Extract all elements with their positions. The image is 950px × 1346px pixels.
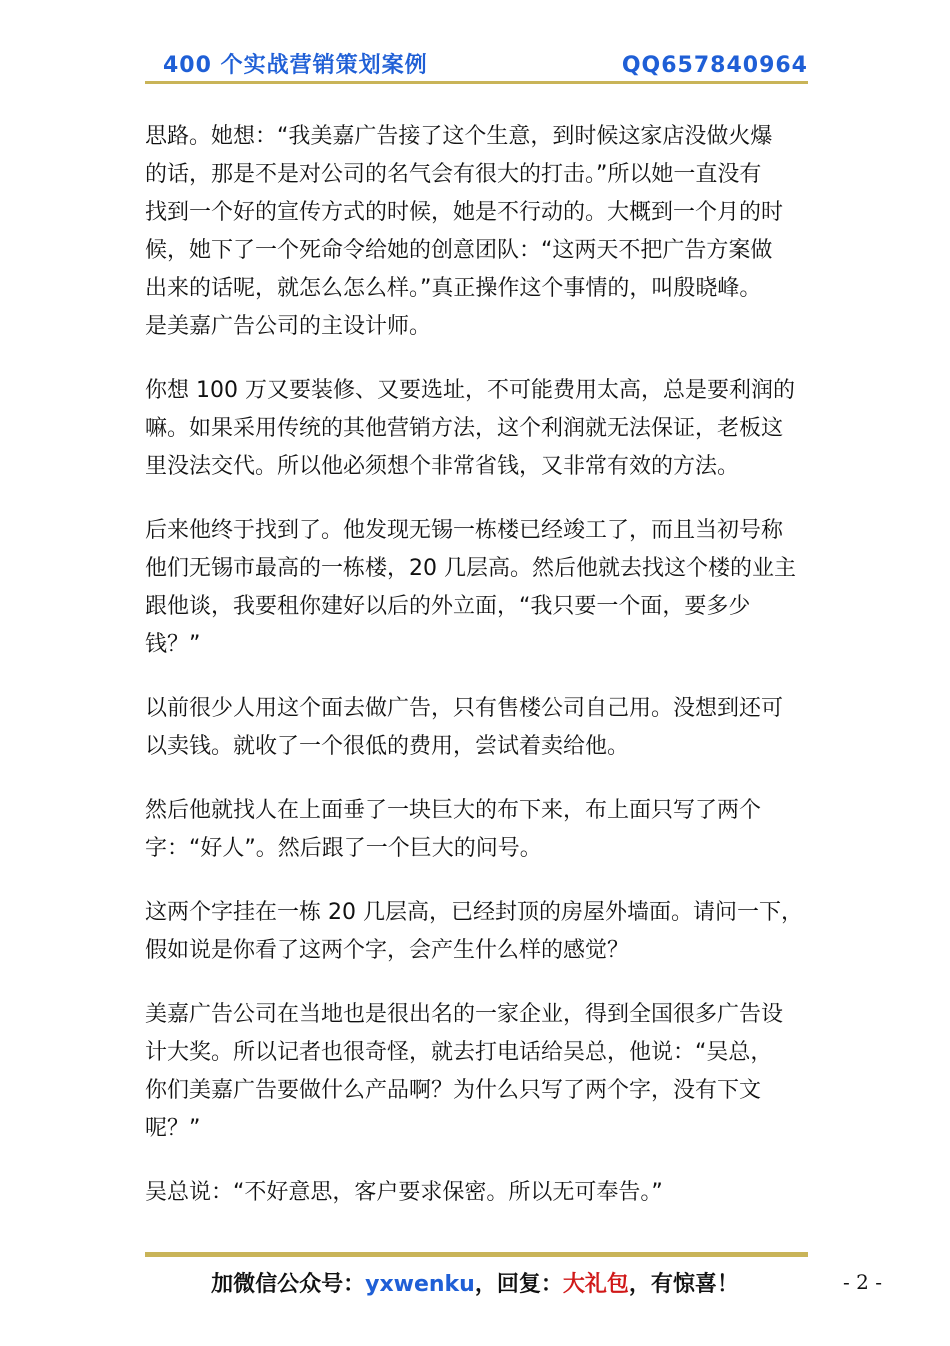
text-line: 后来他终于找到了。他发现无锡一栋楼已经竣工了，而且当初号称: [145, 518, 784, 543]
footer-middle: ，回复：: [474, 1272, 563, 1297]
footer-divider: [145, 1252, 808, 1257]
text-line: 里没法交代。所以他必须想个非常省钱，又非常有效的方法。: [145, 454, 740, 479]
footer-prefix: 加微信公众号：: [211, 1272, 366, 1297]
paragraph: [145, 1174, 815, 1212]
paragraph: [145, 512, 815, 664]
text-line: 思路。她想：“我美嘉广告接了这个生意，到时候这家店没做火爆: [145, 124, 773, 149]
paragraph: [145, 690, 815, 766]
paragraph: [145, 894, 815, 970]
text-line: 你们美嘉广告要做什么产品啊？为什么只写了两个字，没有下文: [145, 1078, 762, 1103]
text-line: 的话，那是不是对公司的名气会有很大的打击。”所以她一直没有: [145, 162, 762, 187]
text-line: 然后他就找人在上面垂了一块巨大的布下来，布上面只写了两个: [145, 798, 762, 823]
paragraph: [145, 372, 815, 486]
text-line: 吴总说：“不好意思，客户要求保密。所以无可奉告。”: [145, 1180, 663, 1205]
page-number: - 2 -: [843, 1270, 882, 1294]
text-line: 计大奖。所以记者也很奇怪，就去打电话给吴总，他说：“吴总，: [145, 1040, 773, 1065]
text-line: 以前很少人用这个面去做广告，只有售楼公司自己用。没想到还可: [145, 696, 784, 721]
footer-suffix: ，有惊喜！: [628, 1272, 739, 1297]
gift-text: 大礼包: [562, 1272, 629, 1297]
text-line: 候，她下了一个死命令给她的创意团队：“这两天不把广告方案做: [145, 238, 773, 263]
paragraph: [145, 118, 815, 346]
text-line: 他们无锡市最高的一栋楼，20 几层高。然后他就去找这个楼的业主: [145, 556, 796, 581]
paragraph: [145, 792, 815, 868]
text-line: 找到一个好的宣传方式的时候，她是不行动的。大概到一个月的时: [145, 200, 784, 225]
text-line: 跟他谈，我要租你建好以后的外立面，“我只要一个面，要多少: [145, 594, 751, 619]
paragraph: [145, 996, 815, 1148]
header-contact: QQ657840964: [621, 53, 808, 78]
text-line: 你想 100 万又要装修、又要选址，不可能费用太高，总是要利润的: [145, 378, 795, 403]
text-line: 出来的话呢，就怎么怎么样。”真正操作这个事情的，叫殷晓峰。: [145, 276, 762, 301]
text-line: 钱？”: [145, 632, 201, 657]
page-header: [145, 52, 808, 80]
header-title: 400 个实战营销策划案例: [163, 53, 428, 78]
header-divider: [145, 81, 808, 84]
text-line: 这两个字挂在一栋 20 几层高，已经封顶的房屋外墙面。请问一下，: [145, 900, 803, 925]
text-line: 假如说是你看了这两个字，会产生什么样的感觉？: [145, 938, 630, 963]
text-line: 是美嘉广告公司的主设计师。: [145, 314, 432, 339]
page-footer: [0, 1268, 950, 1302]
text-line: 嘛。如果采用传统的其他营销方法，这个利润就无法保证，老板这: [145, 416, 784, 441]
text-line: 字：“好人”。然后跟了一个巨大的问号。: [145, 836, 542, 861]
wechat-handle: yxwenku: [365, 1272, 475, 1297]
text-line: 呢？”: [145, 1116, 201, 1141]
text-line: 美嘉广告公司在当地也是很出名的一家企业，得到全国很多广告设: [145, 1002, 784, 1027]
text-line: 以卖钱。就收了一个很低的费用，尝试着卖给他。: [145, 734, 630, 759]
document-body: [145, 118, 815, 1238]
